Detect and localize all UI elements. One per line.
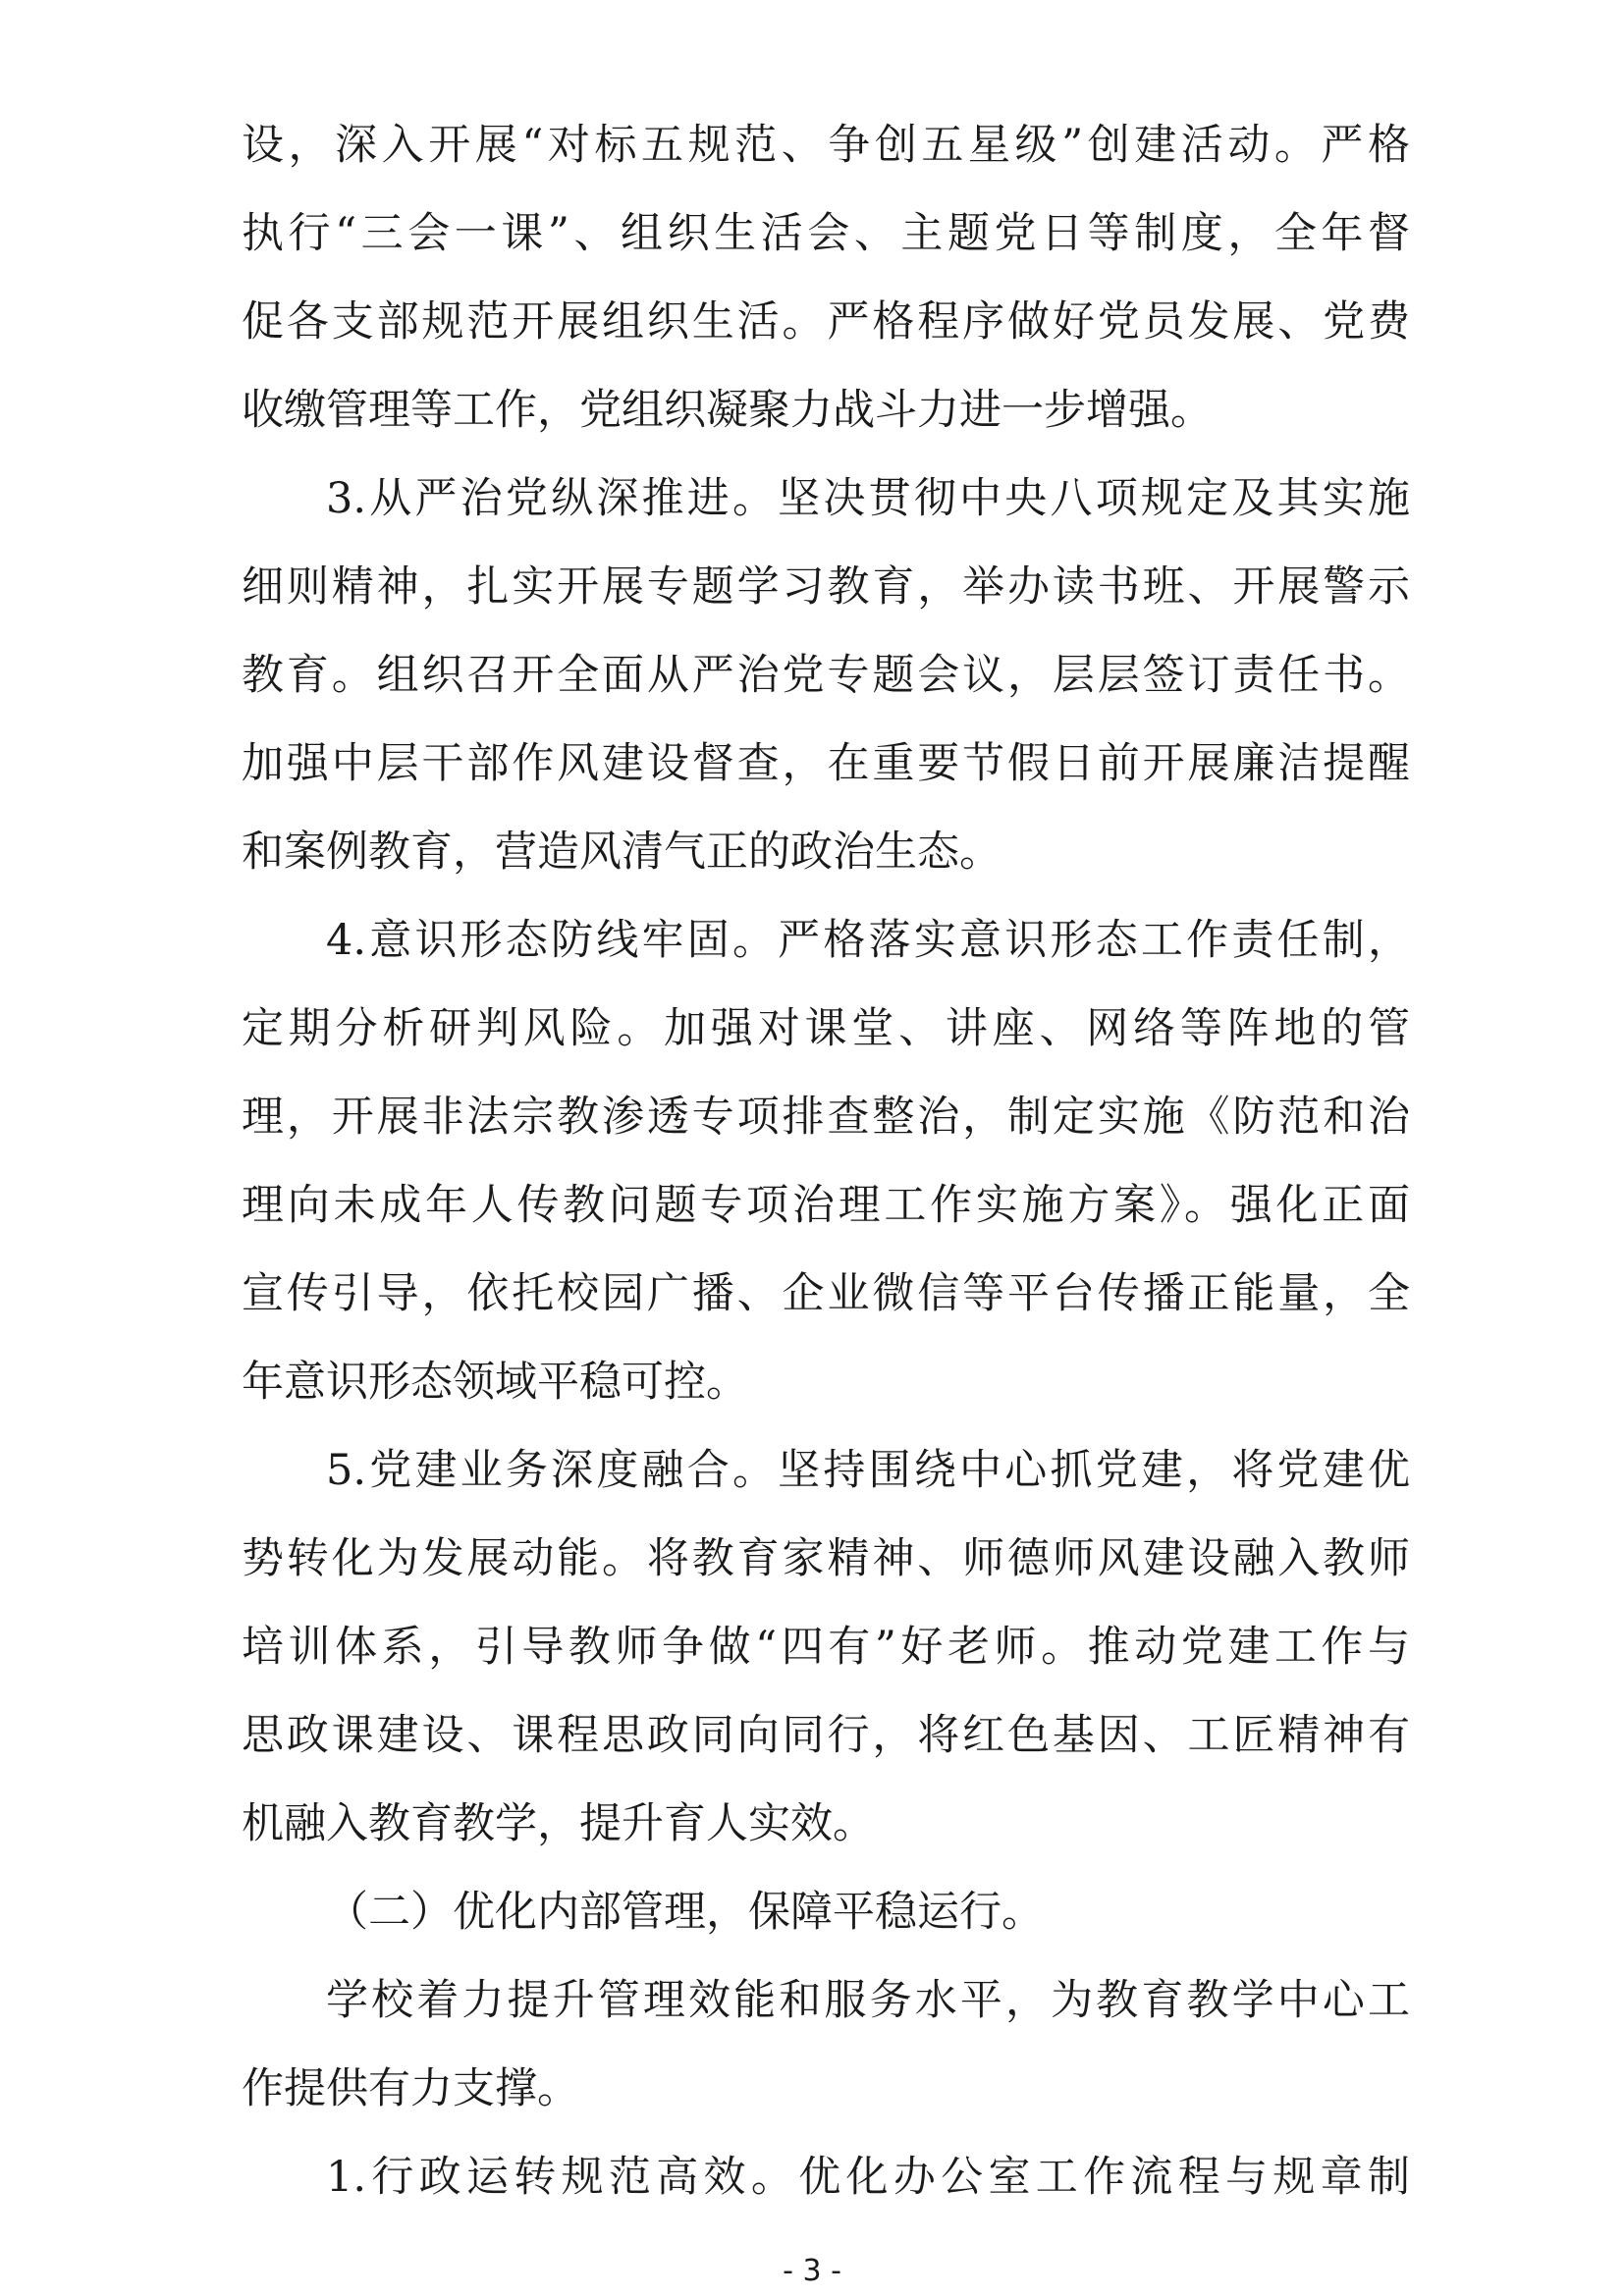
text-line: 和案例教育，营造风清气正的政治生态。 xyxy=(242,828,1001,877)
page-number: - 3 - xyxy=(783,2254,841,2288)
text-line: 促各支部规范开展组织生活。严格程序做好党员发展、党费 xyxy=(242,297,1410,347)
text-line: 势转化为发展动能。将教育家精神、师德师风建设融入教师 xyxy=(242,1534,1410,1583)
text-line: 教育。组织召开全面从严治党专题会议，层层签订责任书。 xyxy=(242,651,1410,700)
text-line: 4.意识形态防线牢固。严格落实意识形态工作责任制， xyxy=(326,916,1410,965)
text-line: 细则精神，扎实开展专题学习教育，举办读书班、开展警示 xyxy=(242,562,1410,612)
text-line: 5.党建业务深度融合。坚持围绕中心抓党建，将党建优 xyxy=(326,1446,1410,1495)
text-line: 思政课建设、课程思政同向同行，将红色基因、工匠精神有 xyxy=(242,1711,1410,1760)
text-line: 执行“三会一课”、组织生活会、主题党日等制度，全年督 xyxy=(242,209,1410,258)
text-line: 1.行政运转规范高效。优化办公室工作流程与规章制 xyxy=(326,2153,1410,2202)
text-line: 理，开展非法宗教渗透专项排查整治，制定实施《防范和治 xyxy=(242,1093,1410,1142)
text-line: 收缴管理等工作，党组织凝聚力战斗力进一步增强。 xyxy=(242,386,1213,435)
text-line: 机融入教育教学，提升育人实效。 xyxy=(242,1799,875,1848)
text-line: （二）优化内部管理，保障平稳运行。 xyxy=(326,1888,1044,1937)
text-line: 年意识形态领域平稳可控。 xyxy=(242,1358,748,1407)
text-line: 学校着力提升管理效能和服务水平，为教育教学中心工 xyxy=(326,1976,1410,2025)
text-line: 定期分析研判风险。加强对课堂、讲座、网络等阵地的管 xyxy=(242,1004,1410,1053)
text-line: 培训体系，引导教师争做“四有”好老师。推动党建工作与 xyxy=(242,1623,1410,1672)
body-text xyxy=(242,116,1410,2236)
text-line: 理向未成年人传教问题专项治理工作实施方案》。强化正面 xyxy=(242,1181,1410,1230)
text-line: 设，深入开展“对标五规范、争创五星级”创建活动。严格 xyxy=(242,121,1410,170)
text-line: 3.从严治党纵深推进。坚决贯彻中央八项规定及其实施 xyxy=(326,474,1410,523)
text-line: 加强中层干部作风建设督查，在重要节假日前开展廉洁提醒 xyxy=(242,739,1410,788)
text-line: 宣传引导，依托校园广播、企业微信等平台传播正能量，全 xyxy=(242,1269,1410,1318)
text-line: 作提供有力支撑。 xyxy=(242,2064,579,2113)
